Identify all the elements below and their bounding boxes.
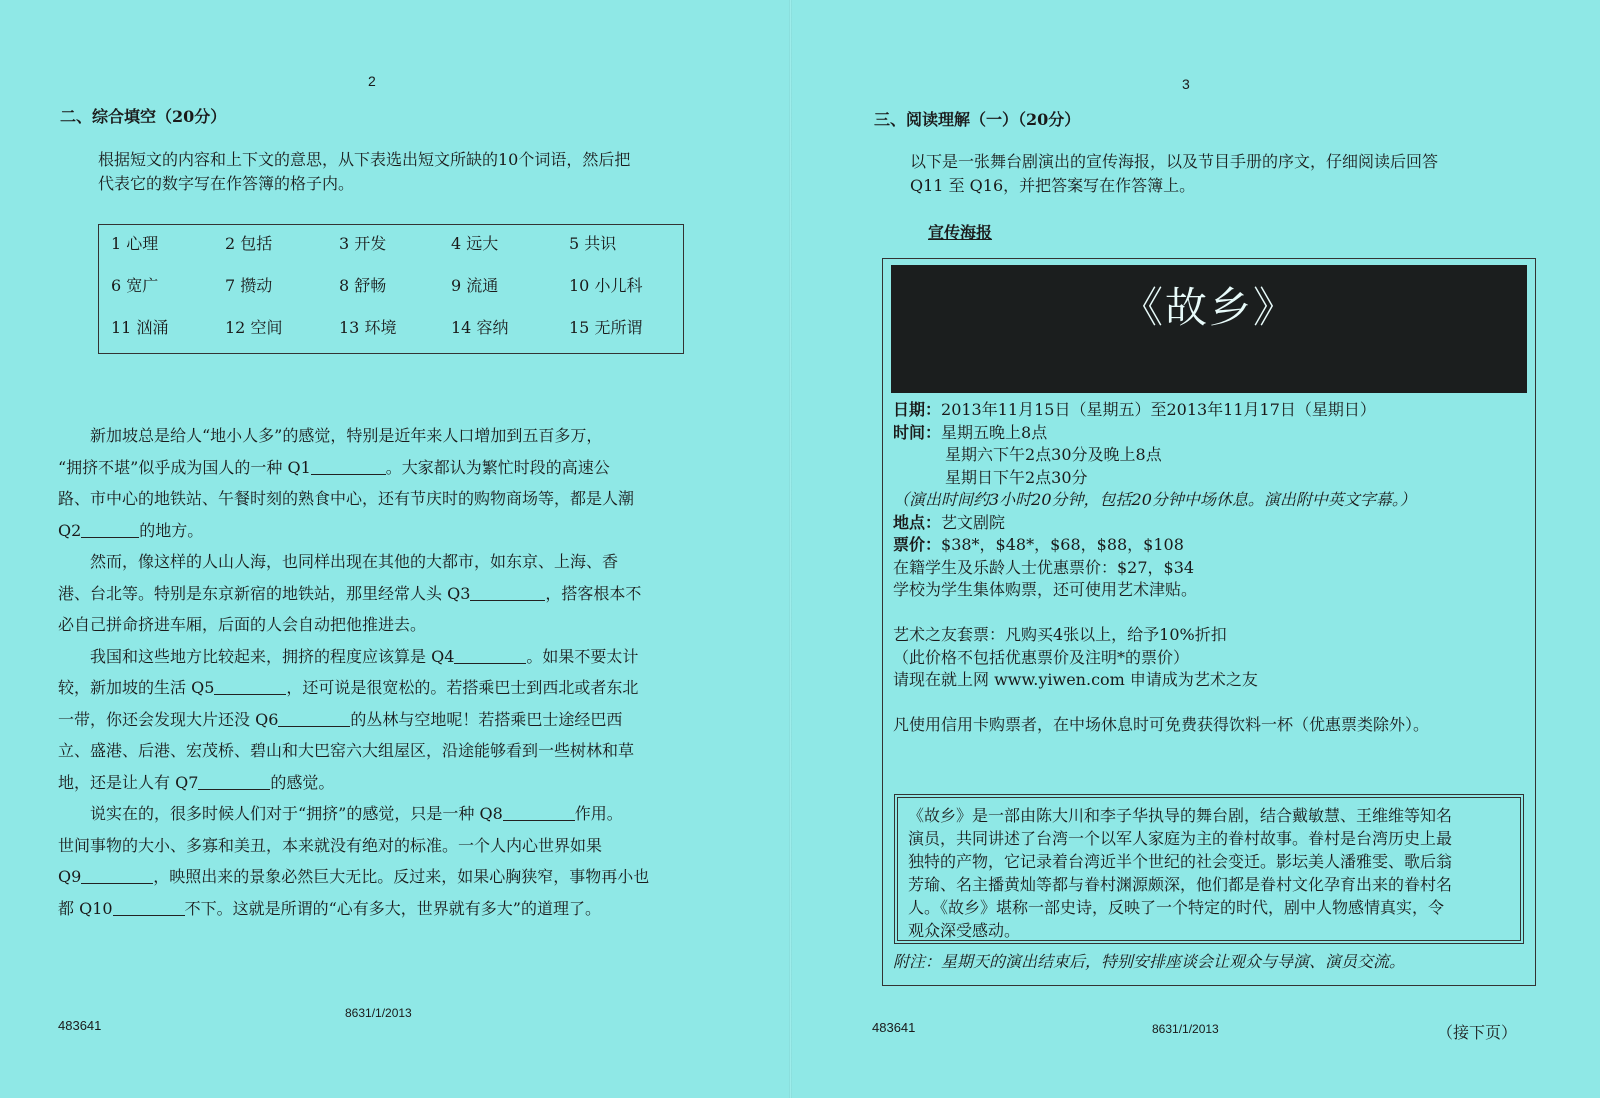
word-bank-item: 15 无所谓: [569, 318, 643, 337]
passage-text: 然而，像这样的人山人海，也同样出现在其他的大都市，如东京、上海、香: [58, 552, 619, 571]
passage-text: 新加坡总是给人“地小人多”的感觉，特别是近年来人口增加到五百多万，: [58, 426, 603, 445]
poster-title: 《故乡》: [1120, 283, 1297, 332]
program-intro-line: 人。《故乡》堪称一部史诗，反映了一个特定的时代，剧中人物感情真实，令: [908, 898, 1445, 917]
passage-line: [58, 641, 698, 673]
poster-info-line: [893, 512, 1523, 535]
answer-blank: [311, 455, 386, 475]
passage-line: [58, 546, 698, 578]
program-intro-line: 观众深受感动。: [908, 921, 1021, 940]
word-bank-item: 9 流通: [451, 276, 499, 295]
poster-info-line: [893, 669, 1523, 692]
passage-text: 的感觉。: [270, 772, 335, 792]
word-bank-table: [98, 224, 684, 354]
program-intro-line: 独特的产物，它记录着台湾近半个世纪的社会变迁。影坛美人潘雅雯、歌后翁: [908, 852, 1453, 871]
word-bank-item: 11 汹涌: [111, 318, 169, 337]
passage-line: [58, 767, 698, 799]
passage-text: 的地方。: [139, 520, 204, 540]
passage-line: [58, 452, 698, 484]
poster-info-label: 地点：: [893, 512, 942, 532]
poster-info-text: （演出时间约3小时20分钟，包括20分钟中场休息。演出附中英文字幕。）: [893, 490, 1416, 509]
poster-info: [893, 399, 1523, 737]
passage-line: [58, 704, 698, 736]
passage-line: [58, 798, 698, 830]
poster-info-label: 日期：: [893, 400, 942, 419]
poster-info-line: [893, 489, 1523, 512]
answer-blank: [113, 896, 185, 916]
program-intro-box: [894, 794, 1524, 944]
section-title: 三、阅读理解（一）（20分）: [874, 110, 1081, 129]
poster-info-line: [893, 557, 1523, 580]
word-bank-item: 4 远大: [451, 234, 499, 253]
passage-text: Q2: [58, 520, 82, 540]
footer-code: 8631/1/2013: [1152, 1022, 1219, 1036]
instruction-line: 根据短文的内容和上下文的意思，从下表选出短文所缺的10个词语，然后把: [98, 150, 631, 169]
footer-code: 8631/1/2013: [345, 1006, 412, 1020]
word-bank-item: 3 开发: [339, 234, 387, 253]
word-bank-item: 1 心理: [111, 234, 159, 253]
poster-info-text: 星期日下午2点30分: [945, 467, 1088, 487]
answer-blank: [214, 675, 286, 695]
poster-info-line: [893, 714, 1523, 737]
passage-text: 。如果不要太计: [526, 646, 639, 666]
poster-info-line: [893, 422, 1523, 445]
passage-text: 作用。: [574, 804, 623, 823]
program-intro-line: 演员，共同讲述了台湾一个以军人家庭为主的眷村故事。眷村是台湾历史上最: [908, 829, 1453, 848]
passage-text: 路、市中心的地铁站、午餐时刻的熟食中心，还有节庆时的购物商场等，都是人潮: [58, 489, 635, 508]
poster-info-text: （此价格不包括优惠票价及注明*的票价）: [893, 647, 1190, 667]
passage-text: 不下。这就是所谓的“心有多大，世界就有多大”的道理了。: [184, 898, 601, 918]
passage-line: [58, 483, 698, 515]
passage-line: [58, 672, 698, 704]
poster-info-line: [893, 602, 1523, 625]
poster-info-text: $38*，$48*，$68，$88，$108: [941, 535, 1184, 554]
poster-info-text: 2013年11月15日（星期五）至2013年11月17日（星期日）: [941, 400, 1376, 419]
passage-text: 世间事物的大小、多寡和美丑，本来就没有绝对的标准。一个人内心世界如果: [58, 835, 603, 855]
passage-text: 的丛林与空地呢！若搭乘巴士途经巴西: [350, 709, 623, 729]
section-title: 二、综合填空（20分）: [60, 107, 227, 126]
poster: [882, 258, 1536, 986]
passage-line: [58, 735, 698, 767]
answer-blank: [198, 770, 270, 790]
passage-line: [58, 515, 698, 547]
passage-text: 立、盛港、后港、宏茂桥、碧山和大巴窑六大组屋区，沿途能够看到一些树林和草: [58, 741, 635, 760]
passage-line: [58, 830, 698, 862]
instruction: [98, 148, 630, 196]
poster-info-text: 请现在就上网 www.yiwen.com 申请成为艺术之友: [893, 670, 1258, 689]
poster-info-text: 艺术之友套票：凡购买4张以上，给予10%折扣: [893, 625, 1227, 644]
passage-text: 港、台北等。特别是东京新宿的地铁站，那里经常人头 Q3: [58, 583, 471, 603]
passage-text: ，映照出来的景象必然巨大无比。反过来，如果心胸狭窄，事物再小也: [153, 867, 650, 886]
passage-text: 。大家都认为繁忙时段的高速公: [385, 457, 610, 477]
word-bank-item: 6 宽广: [111, 276, 159, 295]
poster-note: 附注：星期天的演出结束后，特别安排座谈会让观众与导演、演员交流。: [893, 952, 1406, 971]
poster-info-label: 票价：: [893, 535, 942, 554]
passage-text: ，还可说是很宽松的。若搭乘巴士到西北或者东北: [286, 678, 639, 697]
answer-blank: [470, 581, 545, 601]
passage-text: 一带，你还会发现大片还没 Q6: [58, 709, 279, 729]
page-number: 3: [1182, 76, 1190, 92]
passage-text: “拥挤不堪”似乎成为国人的一种 Q1: [58, 457, 311, 477]
poster-info-line: [893, 647, 1523, 670]
passage-text: Q9: [58, 867, 82, 886]
page-number: 2: [368, 73, 376, 89]
poster-info-line: [893, 534, 1523, 557]
passage-text: 都 Q10: [58, 898, 113, 918]
word-bank-item: 2 包括: [225, 234, 273, 253]
instruction-line: 以下是一张舞台剧演出的宣传海报，以及节目手册的序文，仔细阅读后回答: [910, 152, 1439, 171]
poster-info-line: [893, 444, 1523, 467]
poster-info-line: [893, 467, 1523, 490]
continued-label: （接下页）: [1437, 1023, 1518, 1042]
poster-label: 宣传海报: [928, 223, 993, 242]
passage-line: [58, 861, 698, 893]
passage-text: ，搭客根本不: [545, 583, 642, 603]
right-page: [792, 0, 1600, 1098]
passage-text: 说实在的，很多时候人们对于“拥挤”的感觉，只是一种 Q8: [58, 804, 503, 823]
passage-text: 必自己拼命挤进车厢，后面的人会自动把他推进去。: [58, 615, 427, 634]
passage-line: [58, 893, 698, 925]
poster-info-line: [893, 692, 1523, 715]
poster-info-text: 学校为学生集体购票，还可使用艺术津贴。: [893, 580, 1198, 599]
poster-info-line: [893, 624, 1523, 647]
passage: [58, 420, 698, 924]
word-bank-item: 13 环境: [339, 318, 397, 337]
program-intro-line: 芳瑜、名主播黄灿等都与眷村渊源颇深，他们都是眷村文化孕育出来的眷村名: [908, 875, 1453, 894]
passage-line: [58, 578, 698, 610]
passage-text: 我国和这些地方比较起来，拥挤的程度应该算是 Q4: [58, 646, 455, 666]
word-bank-item: 8 舒畅: [339, 276, 387, 295]
word-bank-item: 14 容纳: [451, 318, 509, 337]
left-page: [0, 0, 790, 1098]
poster-info-line: [893, 399, 1523, 422]
answer-blank: [503, 801, 575, 821]
word-bank-item: 5 共识: [569, 234, 617, 253]
poster-info-label: 时间：: [893, 422, 942, 442]
program-intro-line: 《故乡》是一部由陈大川和李子华执导的舞台剧，结合戴敏慧、王维维等知名: [908, 806, 1453, 825]
program-intro: [897, 797, 1521, 941]
passage-line: [58, 420, 698, 452]
instruction-line: Q11 至 Q16，并把答案写在作答簿上。: [910, 176, 1196, 195]
instruction: [910, 150, 1438, 198]
answer-blank: [81, 518, 139, 538]
passage-line: [58, 609, 698, 641]
poster-info-text: 星期六下午2点30分及晚上8点: [945, 445, 1162, 464]
passage-text: 地，还是让人有 Q7: [58, 772, 199, 792]
word-bank-item: 7 攒动: [225, 276, 273, 295]
passage-text: 较，新加坡的生活 Q5: [58, 678, 215, 697]
answer-blank: [278, 707, 350, 727]
word-bank-item: 10 小儿科: [569, 276, 643, 295]
footer-id: 483641: [872, 1020, 916, 1035]
word-bank-item: 12 空间: [225, 318, 283, 337]
poster-info-text: 星期五晚上8点: [941, 422, 1048, 442]
instruction-line: 代表它的数字写在作答簿的格子内。: [98, 174, 355, 193]
poster-info-text: 凡使用信用卡购票者，在中场休息时可免费获得饮料一杯（优惠票类除外）。: [893, 715, 1430, 734]
answer-blank: [81, 864, 153, 884]
poster-info-text: 艺文剧院: [941, 512, 1006, 532]
poster-info-text: 在籍学生及乐龄人士优惠票价：$27，$34: [893, 557, 1195, 577]
footer-id: 483641: [58, 1018, 102, 1033]
answer-blank: [454, 644, 526, 664]
poster-banner: [891, 265, 1527, 393]
poster-info-line: [893, 579, 1523, 602]
